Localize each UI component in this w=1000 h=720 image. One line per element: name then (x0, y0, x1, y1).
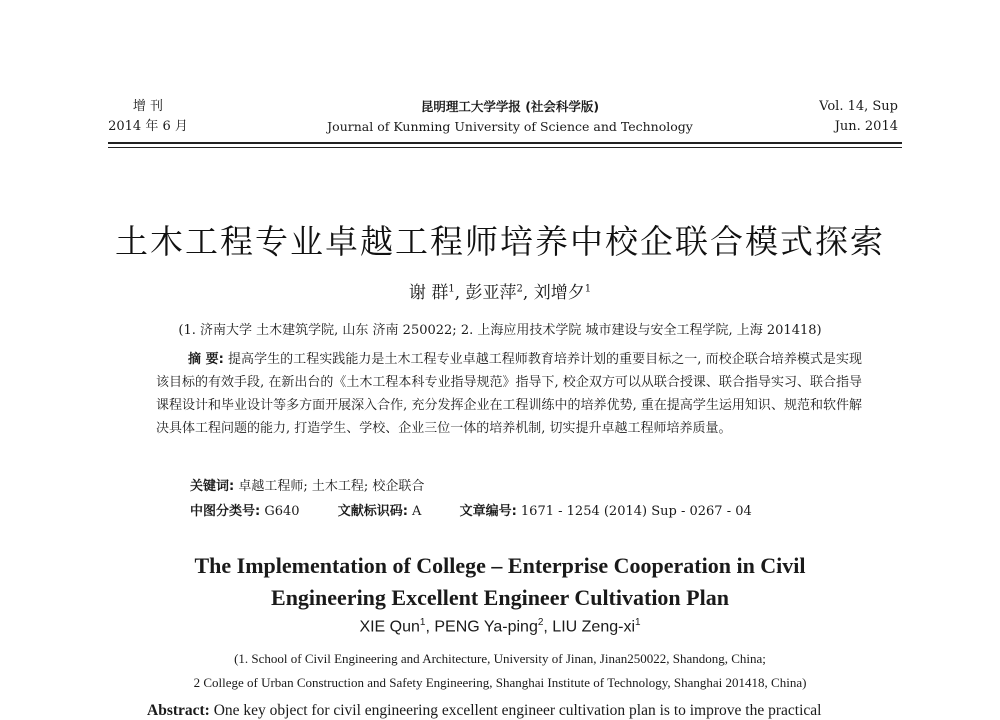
author-sup: 2 (516, 283, 523, 295)
doc-code-label: 文献标识码: (337, 504, 408, 519)
article-number-label: 文章编号: (459, 504, 517, 519)
volume-info (788, 97, 898, 137)
paper-title-en-line2: Engineering Excellent Engineer Cultivation Plan (271, 585, 729, 610)
paper-title-cn: 土木工程专业卓越工程师培养中校企联合模式探索 (115, 222, 885, 261)
author-sup: 1 (448, 283, 455, 295)
authors-cn: 谢 群$^1$, 彭亚萍$^2$, 刘增夕$^1$ (408, 283, 592, 303)
header-rule-thin (108, 147, 902, 148)
abstract-en-label: Abstract: (147, 702, 210, 719)
paper-title-en (0, 550, 1000, 614)
abstract-en (147, 702, 907, 720)
volume-number: Vol. 14, Sup (819, 99, 898, 114)
journal-name-cn: 昆明理工大学学报 (社会科学版) (420, 99, 600, 114)
article-number-value: 1671 - 1254 (2014) Sup - 0267 - 04 (520, 504, 752, 519)
journal-name-en: Journal of Kunming University of Science and Technology (327, 119, 693, 134)
author-name: 彭亚萍 (465, 283, 517, 303)
author-name: 刘增夕 (533, 283, 585, 303)
author-sup: 1 (584, 283, 592, 295)
keywords (190, 475, 424, 494)
author-sup: 1 (635, 617, 641, 628)
affiliation-en-line1: (1. School of Civil Engineering and Architecture, University of Jinan, Jinan250022, Shandong, China; (234, 651, 766, 666)
doc-code-value: A (412, 504, 422, 519)
author-sup: 1 (419, 617, 426, 628)
affiliation-en (0, 647, 1000, 695)
clc-label: 中图分类号: (190, 504, 261, 519)
issue-info (108, 97, 188, 137)
author-name-en: PENG Ya-ping (434, 618, 538, 636)
journal-name (300, 97, 720, 137)
keywords-label: 关键词: (190, 479, 235, 494)
header-rule-thick (108, 142, 902, 144)
affiliation-cn: (1. 济南大学 土木建筑学院, 山东 济南 250022; 2. 上海应用技术学院 城市建设与安全工程学院, 上海 201418) (178, 323, 822, 338)
affiliation-en-line2: 2 College of Urban Construction and Safety Engineering, Shanghai Institute of Technology, Shanghai 201418, China) (193, 675, 807, 690)
abstract-cn (156, 348, 862, 440)
author-name: 谢 群 (408, 283, 449, 303)
abstract-cn-text: 提高学生的工程实践能力是土木工程专业卓越工程师教育培养计划的重要目标之一, 而校企联合培养模式是实现该目标的有效手段, 在新出台的《土木工程本科专业指导规范》指导下, 校企双方可以从联合授课、联合指导实习、联合指导课程设计和毕业设计等多方面开展深入合作, 充分发挥企业在工程训练中的培养优势, 重在提高学生运用知识、规范和软件解决具体工程问题的能力, 打造学生、学校、企业三位一体的培养机制, 切实提升卓越工程师培养质量。 (156, 352, 862, 436)
abstract-en-text: One key object for civil engineering excellent engineer cultivation plan is to improve the practical (213, 702, 822, 719)
author-name-en: XIE Qun (359, 618, 420, 636)
abstract-cn-label: 摘 要: (188, 352, 224, 367)
author-name-en: LIU Zeng-xi (552, 618, 635, 636)
paper-title-en-line1: The Implementation of College – Enterprise Cooperation in Civil (194, 553, 806, 578)
volume-date: Jun. 2014 (834, 119, 898, 134)
clc-value: G640 (264, 504, 300, 519)
journal-header (0, 95, 1000, 143)
authors-en: XIE Qun$^1$, PENG Ya-ping$^2$, LIU Zeng-$xi^1$ (359, 617, 641, 636)
classification-line (190, 500, 870, 519)
author-sup: 2 (537, 617, 544, 628)
keywords-text: 卓越工程师; 土木工程; 校企联合 (238, 479, 425, 494)
issue-date: 2014 年 6 月 (108, 119, 188, 134)
issue-type: 增 刊 (132, 99, 164, 114)
